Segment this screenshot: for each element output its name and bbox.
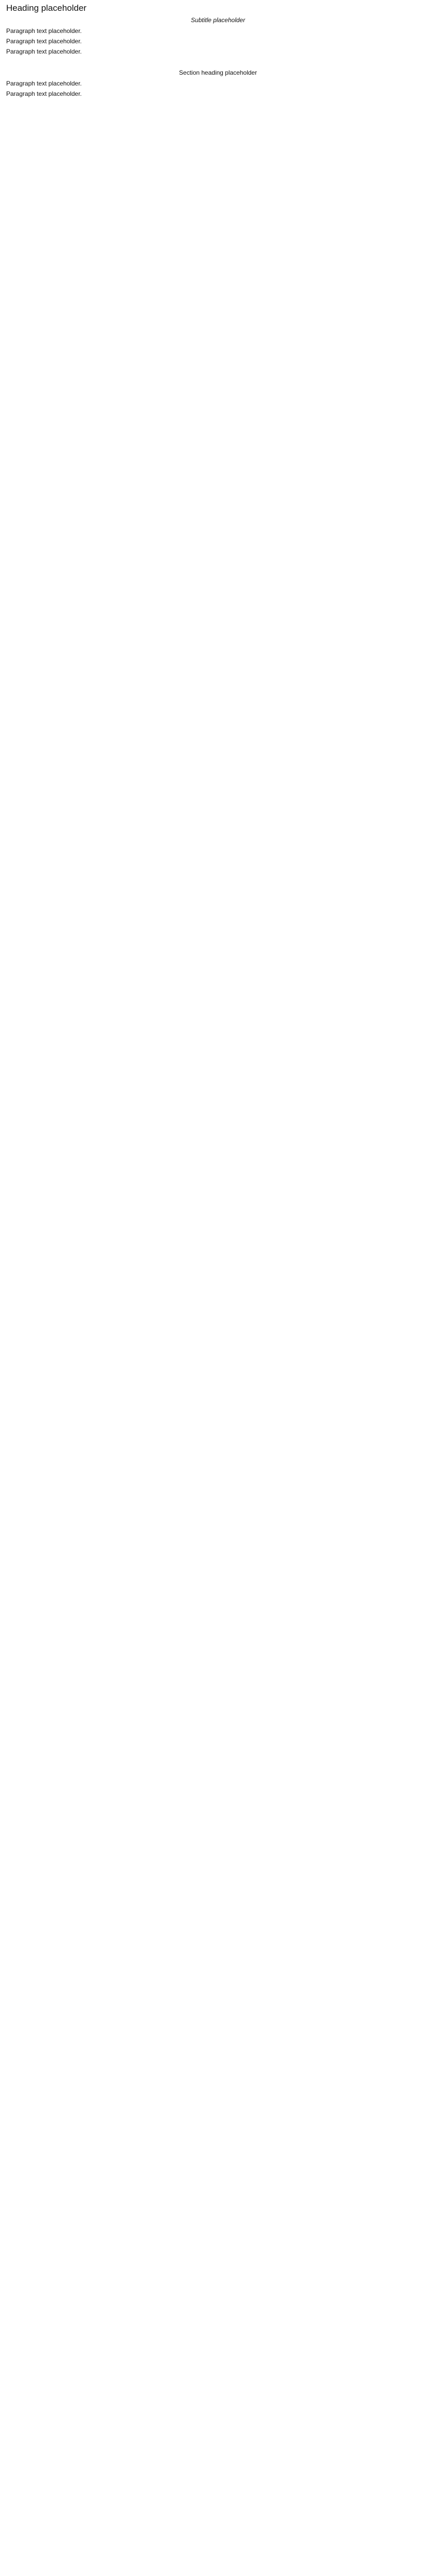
- paragraph: Paragraph text placeholder.: [6, 90, 82, 97]
- paragraph: Paragraph text placeholder.: [6, 27, 82, 35]
- paragraph: Paragraph text placeholder.: [6, 38, 82, 45]
- section-body: [6, 79, 430, 98]
- paragraph: Paragraph text placeholder.: [6, 80, 82, 87]
- paragraph: Paragraph text placeholder.: [6, 48, 82, 55]
- section-title: Section heading placeholder: [179, 69, 257, 76]
- page-title: Heading placeholder: [6, 3, 86, 13]
- remaining-article-area: [6, 100, 430, 2576]
- page-subtitle: Subtitle placeholder: [190, 16, 246, 24]
- article-body: [6, 27, 430, 56]
